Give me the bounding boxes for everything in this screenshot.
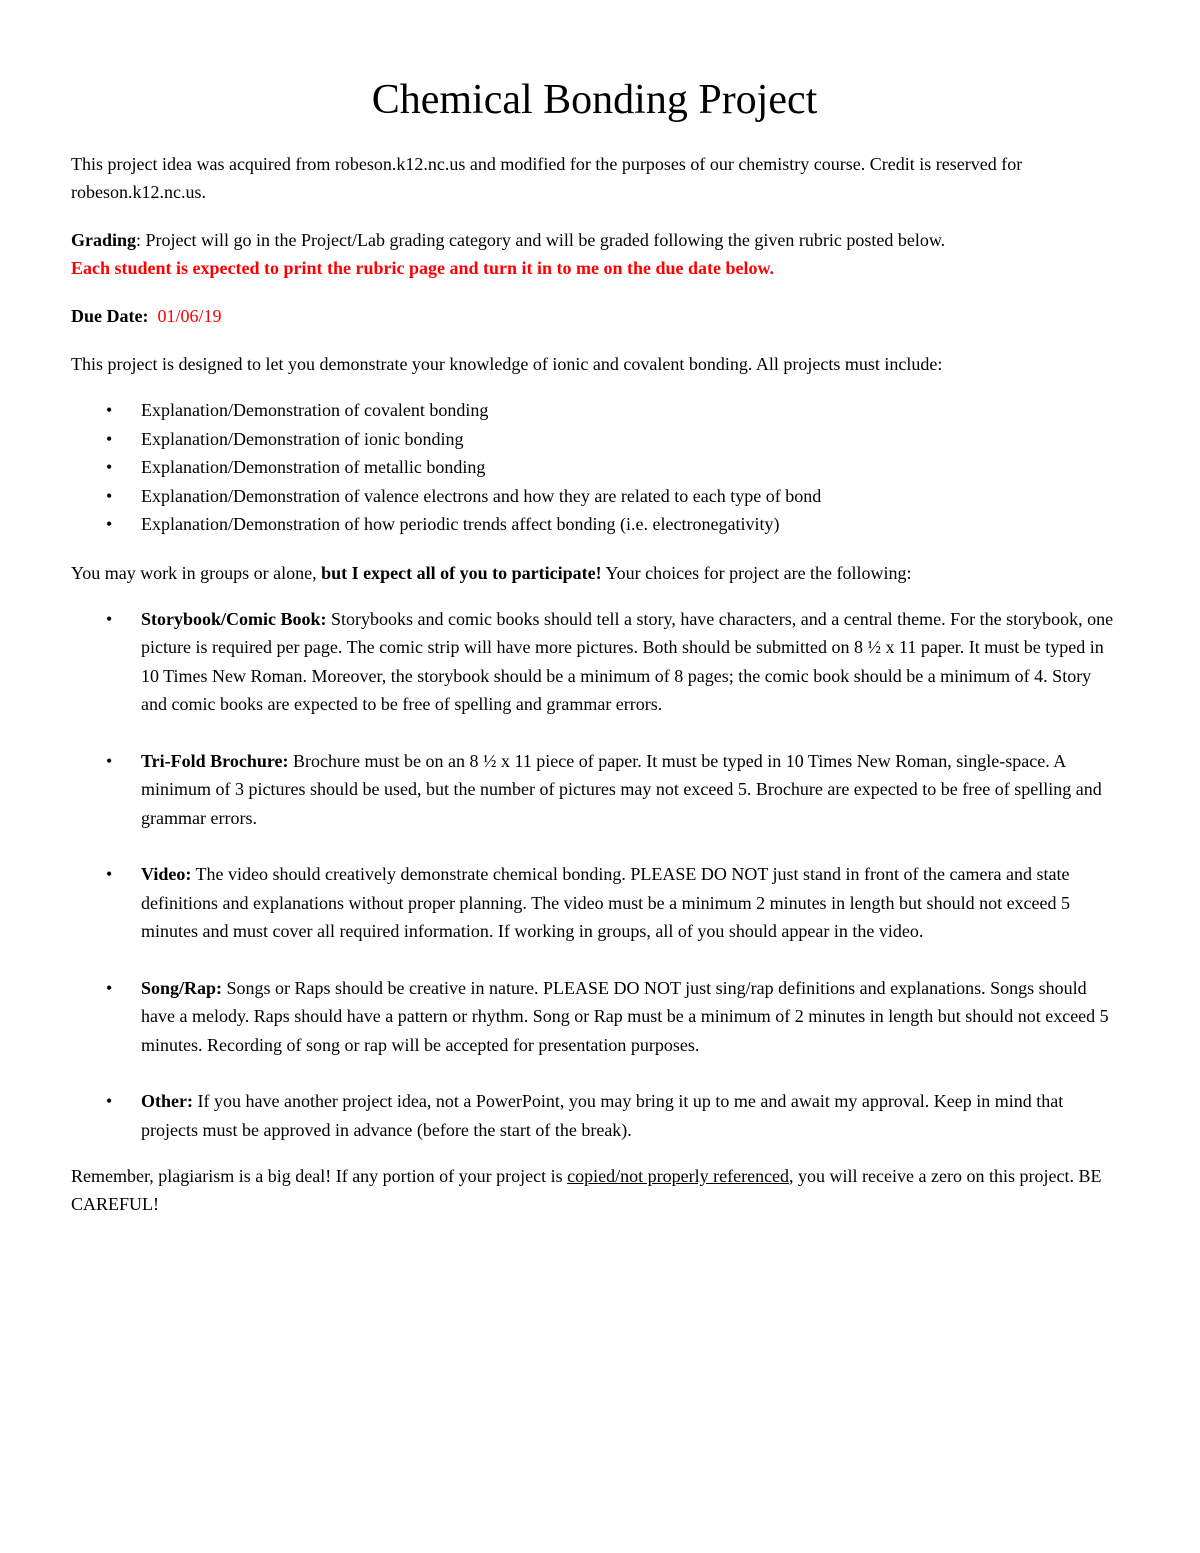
list-item-text: Explanation/Demonstration of how periodic trends affect bonding (i.e. electronegativity) — [141, 514, 780, 534]
closing-after: , you will receive a zero on this project. BE CAREFUL! — [71, 1166, 1102, 1214]
choice-text: If you have another project idea, not a PowerPoint, you may bring it up to me and await my approval. Keep in mind that projects must be approved in advance (before the start of the break). — [141, 1091, 1064, 1140]
choice-label: Video: — [141, 864, 192, 884]
due-date-value: 01/06/19 — [157, 306, 222, 326]
list-item — [71, 510, 1118, 539]
bullet-icon: • — [106, 608, 113, 629]
list-item — [71, 425, 1118, 454]
grading-colon: : — [136, 230, 142, 250]
bullet-icon: • — [106, 977, 113, 998]
choices-intro-bold: but I expect all of you to participate! — [321, 562, 602, 583]
list-item — [71, 482, 1118, 511]
list-item-text: Explanation/Demonstration of covalent bonding — [141, 400, 489, 420]
bullet-icon: • — [106, 428, 113, 449]
choice-text: The video should creatively demonstrate chemical bonding. PLEASE DO NOT just stand in front of the camera and state definitions and explanations without proper planning. The video must be a minimum 2 minutes in length but should not exceed 5 minutes and must cover all required information. If working in groups, all of you should appear in the video. — [141, 864, 1071, 941]
project-choices-list — [71, 605, 1118, 1145]
closing-paragraph — [71, 1162, 1118, 1218]
choice-label: Tri-Fold Brochure: — [141, 750, 289, 771]
bullet-icon: • — [106, 1091, 113, 1111]
closing-before: Remember, plagiarism is a big deal! If any portion of your project is — [71, 1166, 568, 1186]
choice-text: Storybooks and comic books should tell a story, have characters, and a central theme. For the storybook, one picture is required per page. The comic strip will have more pictures. Both should be submitted on 8 ½ x 11 paper. It must be typed in 10 Times New Roman. Moreover, the storybook should be a minimum of 8 pages; the comic book should be a minimum of 4. Story and comic books are expected to be free of spelling and grammar errors. — [141, 608, 1114, 714]
choice-text: Songs or Raps should be creative in nature. PLEASE DO NOT just sing/rap definitions and explanations. Songs should have a melody. Raps should have a pattern or rhythm. Song or Rap must be a minimum of 2 minutes in length but should not exceed 5 minutes. Recording of song or rap will be accepted for presentation purposes. — [141, 977, 1109, 1055]
list-item-text: Explanation/Demonstration of valence electrons and how they are related to each type of bond — [141, 485, 822, 506]
requirements-list — [71, 396, 1118, 539]
choice-brochure — [71, 747, 1118, 833]
grading-text: Project will go in the Project/Lab grading category and will be graded following the given rubric posted below. — [141, 230, 946, 250]
closing-underlined: copied/not properly referenced — [567, 1166, 790, 1186]
page-title: Chemical Bonding Project — [371, 77, 818, 123]
choices-intro-before: You may work in groups or alone, — [71, 562, 322, 583]
bullet-icon: • — [106, 485, 113, 506]
choice-other — [71, 1087, 1118, 1144]
choice-label: Other: — [141, 1091, 193, 1111]
due-date-line — [71, 302, 1118, 330]
bullet-icon: • — [106, 457, 113, 477]
grading-label: Grading — [71, 230, 137, 250]
choice-label: Storybook/Comic Book: — [141, 608, 327, 629]
grading-red-notice: Each student is expected to print the rubric page and turn it in to me on the due date below. — [71, 258, 775, 278]
choices-intro — [71, 559, 1118, 587]
bullet-icon: • — [106, 750, 113, 771]
list-item — [71, 453, 1118, 482]
due-date-label: Due Date: — [71, 306, 149, 326]
list-item-text: Explanation/Demonstration of ionic bonding — [141, 428, 464, 449]
list-item-text: Explanation/Demonstration of metallic bonding — [141, 457, 486, 477]
choice-text: Brochure must be on an 8 ½ x 11 piece of paper. It must be typed in 10 Times New Roman, single-space. A minimum of 3 pictures should be used, but the number of pictures may not exceed 5. Brochure are expected to be free of spelling and grammar errors. — [141, 750, 1102, 828]
choice-storybook — [71, 605, 1118, 719]
bullet-icon: • — [106, 864, 113, 884]
bullet-icon: • — [106, 514, 113, 534]
list-item — [71, 396, 1118, 425]
requirements-lead: This project is designed to let you demonstrate your knowledge of ionic and covalent bonding. All projects must include: — [71, 354, 943, 374]
choice-video — [71, 860, 1118, 946]
choice-song-rap — [71, 974, 1118, 1060]
choices-intro-after: Your choices for project are the following: — [601, 562, 912, 583]
grading-paragraph — [71, 226, 1118, 282]
intro-paragraph: This project idea was acquired from robeson.k12.nc.us and modified for the purposes of our chemistry course. Credit is reserved for robeson.k12.nc.us. — [71, 154, 1023, 202]
bullet-icon: • — [106, 400, 113, 420]
choice-label: Song/Rap: — [141, 977, 223, 998]
